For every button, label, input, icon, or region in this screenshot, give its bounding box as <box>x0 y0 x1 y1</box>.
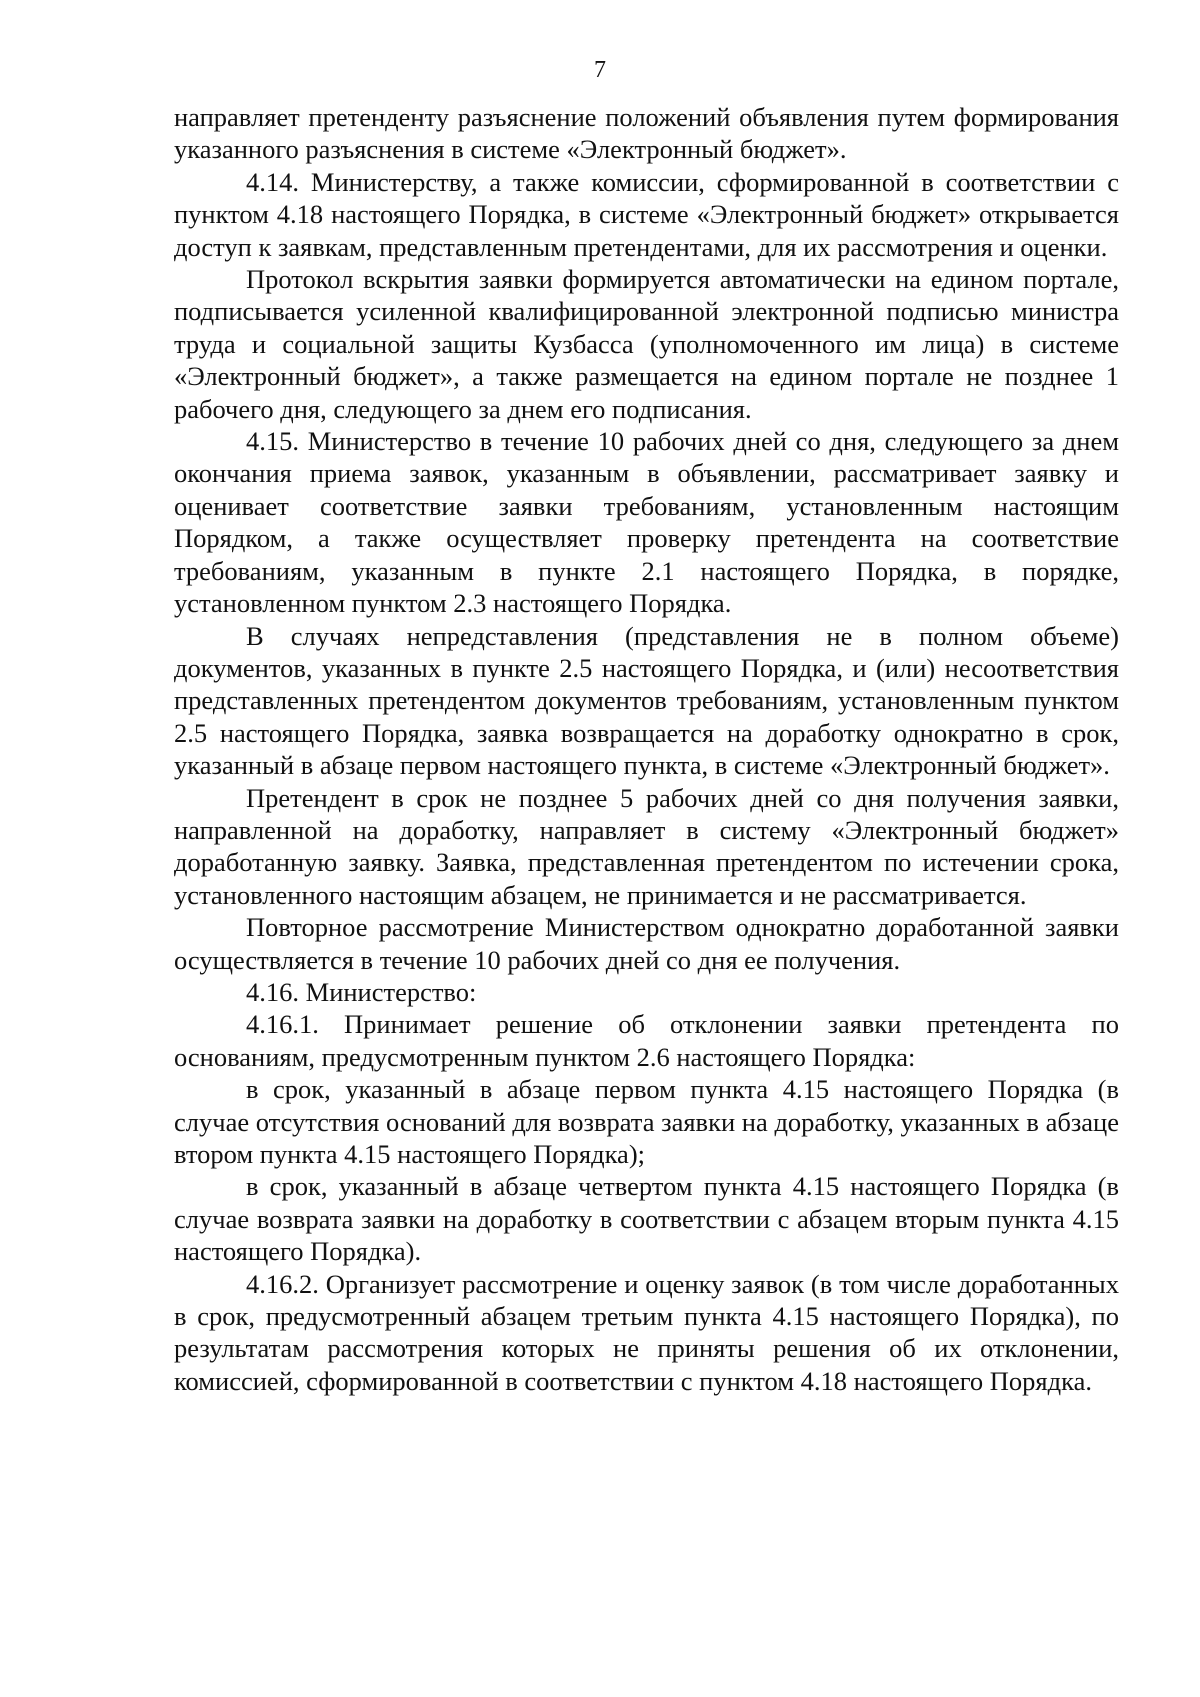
paragraph: направляет претенденту разъяснение положений объявления путем формирования указанного разъяснения в системе «Электронный бюджет». <box>174 102 1119 165</box>
paragraph: Повторное рассмотрение Министерством однократно доработанной заявки осуществляется в течение 10 рабочих дней со дня ее получения. <box>174 912 1119 975</box>
paragraph: в срок, указанный в абзаце четвертом пункта 4.15 настоящего Порядка (в случае возврата заявки на доработку в соответствии с абзацем вторым пункта 4.15 настоящего Порядка). <box>174 1171 1119 1267</box>
paragraph: В случаях непредставления (представления не в полном объеме) документов, указанных в пункте 2.5 настоящего Порядка, и (или) несоответствия представленных претендентом документов требованиям, установленным пунктом 2.5 настоящего Порядка, заявка возвращается на доработку однократно в срок, указанный в абзаце первом настоящего пункта, в системе «Электронный бюджет». <box>174 620 1119 781</box>
paragraph: в срок, указанный в абзаце первом пункта 4.15 настоящего Порядка (в случае отсутствия оснований для возврата заявки на доработку, указанных в абзаце втором пункта 4.15 настоящего Порядка); <box>174 1074 1119 1169</box>
paragraph: 4.16. Министерство: <box>246 976 477 1007</box>
paragraph: 4.14. Министерству, а также комиссии, сформированной в соответствии с пунктом 4.18 настоящего Порядка, в системе «Электронный бюджет» открывается доступ к заявкам, представленным претендентами, для их рассмотрения и оценки. <box>174 166 1119 262</box>
paragraph: Претендент в срок не позднее 5 рабочих дней со дня получения заявки, направленной на доработку, направляет в систему «Электронный бюджет» доработанную заявку. Заявка, представленная претендентом по истечении срока, установленного настоящим абзацем, не принимается и не рассматривается. <box>174 782 1119 910</box>
paragraph: 4.16.2. Организует рассмотрение и оценку заявок (в том числе доработанных в срок, предусмотренный абзацем третьим пункта 4.15 настоящего Порядка), по результатам рассмотрения которых не приняты решения об их отклонении, комиссией, сформированной в соответствии с пунктом 4.18 настоящего Порядка. <box>174 1268 1119 1396</box>
paragraph: 4.16.1. Принимает решение об отклонении заявки претендента по основаниям, предусмотренным пунктом 2.6 настоящего Порядка: <box>174 1009 1119 1072</box>
page-number: 7 <box>594 57 606 83</box>
paragraph: Протокол вскрытия заявки формируется автоматически на едином портале, подписывается усиленной квалифицированной электронной подписью министра труда и социальной защиты Кузбасса (уполномоченного им лица) в системе «Электронный бюджет», а также размещается на едином портале не позднее 1 рабочего дня, следующего за днем его подписания. <box>174 264 1119 424</box>
paragraph: 4.15. Министерство в течение 10 рабочих дней со дня, следующего за днем окончания приема заявок, указанным в объявлении, рассматривает заявку и оценивает соответствие заявки требованиям, установленным настоящим Порядком, а также осуществляет проверку претендента на соответствие требованиям, указанным в пункте 2.1 настоящего Порядка, в порядке, установленном пунктом 2.3 настоящего Порядка. <box>174 426 1119 619</box>
document-body <box>174 101 1119 1397</box>
